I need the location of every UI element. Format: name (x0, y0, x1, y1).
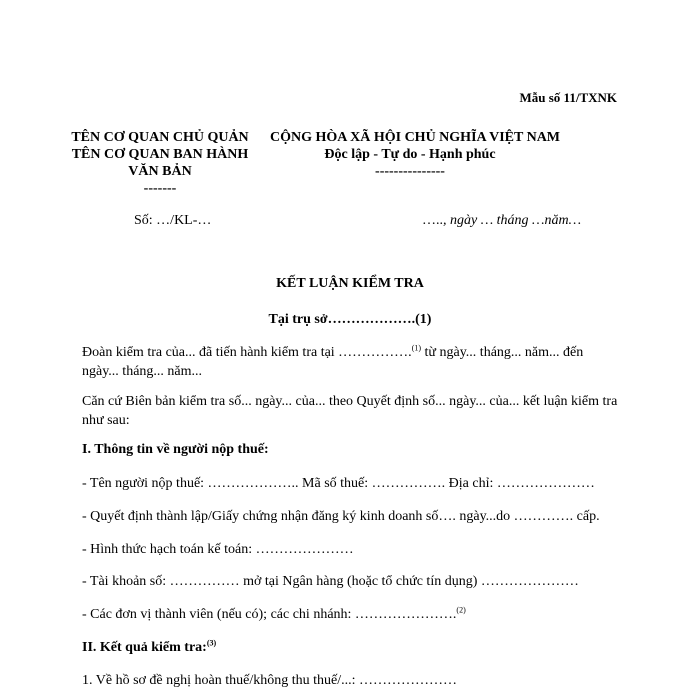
basis-paragraph: Căn cứ Biên bản kiểm tra số... ngày... của... theo Quyết định số... ngày... của... kết luận kiểm tra như sau: (82, 394, 618, 428)
issuing-agency-header (60, 129, 260, 197)
national-motto: Độc lập - Tự do - Hạnh phúc (324, 147, 496, 162)
section2-heading (82, 640, 216, 656)
left-divider: ------- (143, 181, 177, 196)
document-date (422, 213, 581, 229)
member-units-text: - Các đơn vị thành viên (nếu có); các chi nhánh: …………………. (82, 607, 457, 622)
section2-heading-text: II. Kết quả kiểm tra: (82, 640, 207, 655)
member-units-footnote-ref: (2) (456, 605, 466, 615)
intro-paragraph (82, 343, 622, 381)
intro-text-b: từ ngày... tháng... năm... đến ngày... tháng... năm... (82, 345, 584, 379)
intro-text-a: Đoàn kiểm tra của... đã tiến hành kiểm tra tại ……………. (82, 345, 412, 360)
intro-footnote-ref: (1) (411, 343, 422, 353)
date-place: ….. (422, 213, 443, 228)
form-number: Mẫu số 11/TXNK (519, 90, 617, 105)
list-item (82, 607, 466, 623)
document-title: KẾT LUẬN KIỂM TRA (276, 276, 424, 291)
right-divider: --------------- (375, 164, 445, 179)
list-item: - Tên người nộp thuế: ……………….. Mã số thuế: ……………. Địa chỉ: ………………… (82, 476, 595, 491)
result-item-1: 1. Về hồ sơ đề nghị hoàn thuế/không thu thuế/...: ………………… (82, 673, 458, 688)
country-name: CỘNG HÒA XÃ HỘI CHỦ NGHĨA VIỆT NAM (270, 130, 561, 145)
section1-heading: I. Thông tin về người nộp thuế: (82, 442, 269, 457)
list-item: - Quyết định thành lập/Giấy chứng nhận đăng ký kinh doanh số…. ngày...do …………. cấp. (82, 509, 600, 524)
parent-agency-name: TÊN CƠ QUAN CHỦ QUẢN (71, 130, 249, 145)
document-subtitle: Tại trụ sở……………….(1) (268, 312, 432, 327)
issuing-agency-name: TÊN CƠ QUAN BAN HÀNH VĂN BẢN (71, 147, 249, 179)
list-item: - Hình thức hạch toán kế toán: ………………… (82, 542, 354, 557)
section2-footnote-ref: (3) (206, 638, 217, 648)
national-header (270, 129, 561, 180)
date-text: , ngày … tháng …năm… (443, 213, 582, 228)
list-item: - Tài khoản số: …………… mở tại Ngân hàng (hoặc tổ chức tín dụng) ………………… (82, 574, 579, 589)
document-number: Số: …/KL-… (134, 213, 212, 228)
